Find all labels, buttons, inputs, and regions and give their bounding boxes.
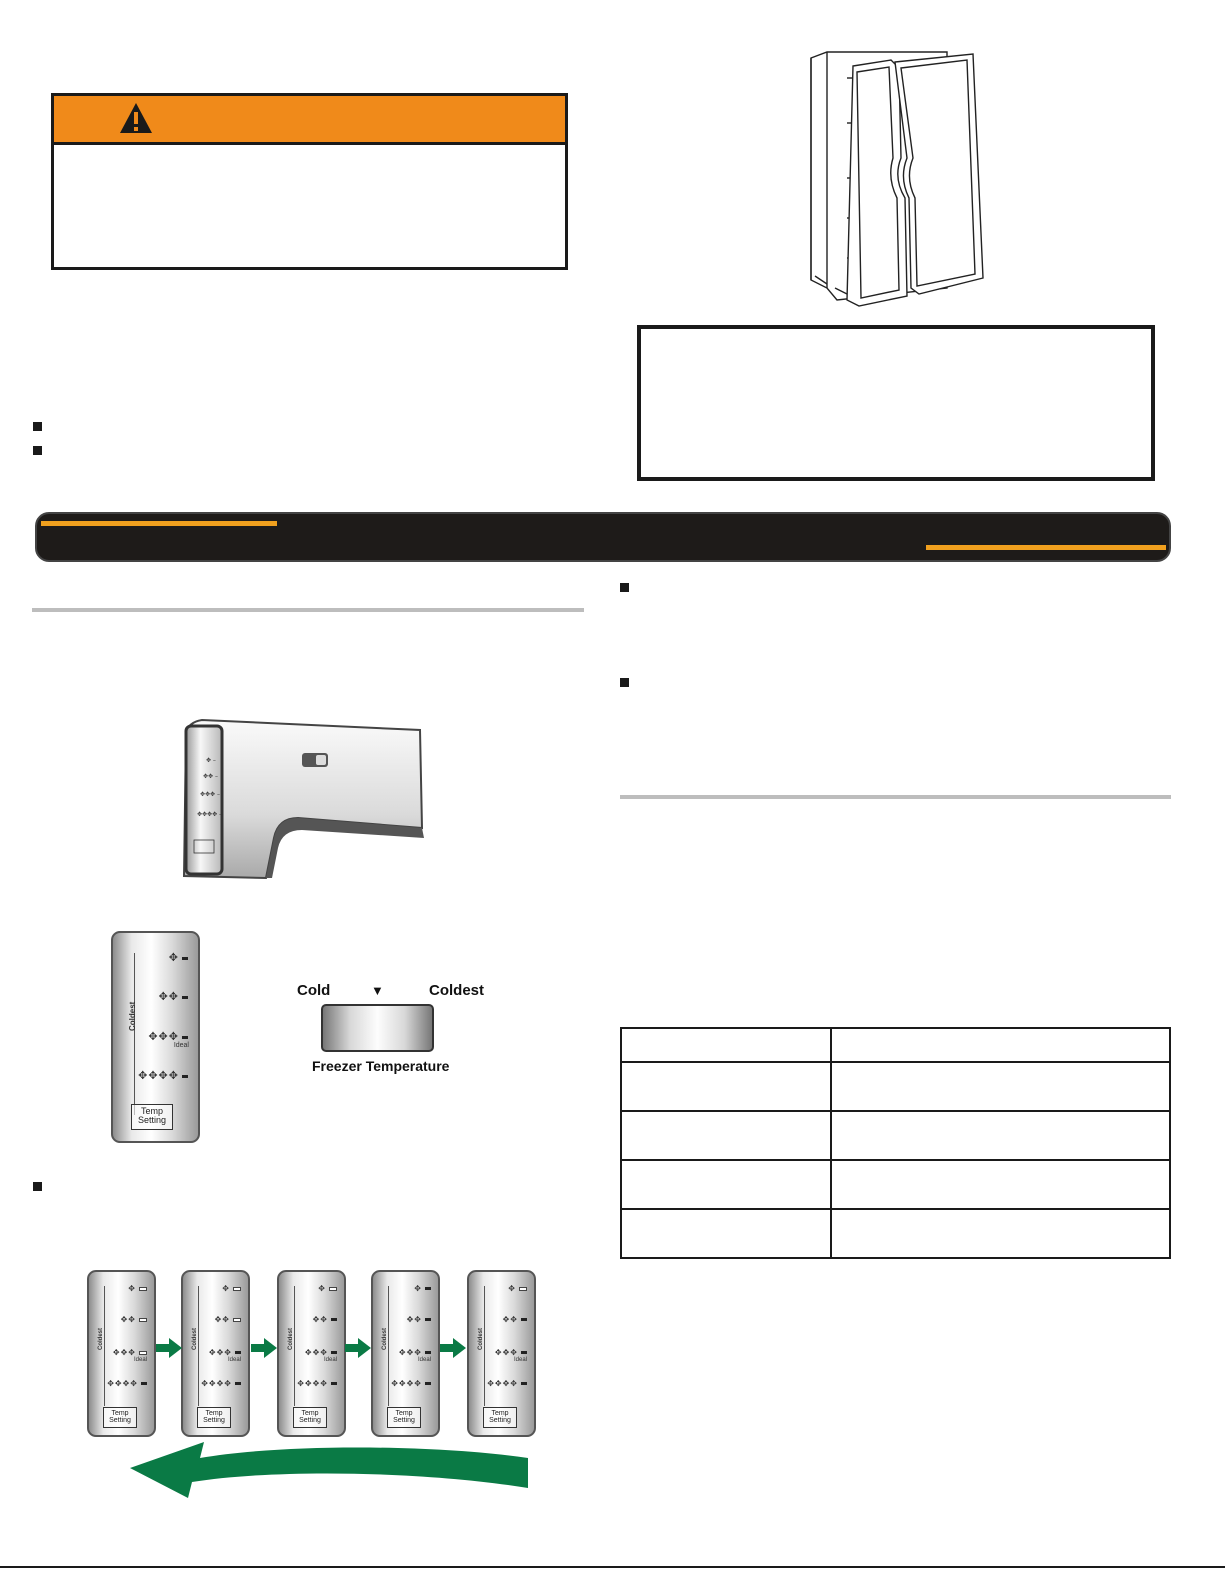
- level-1-indicator: ✥: [318, 1284, 337, 1293]
- level-led: [521, 1318, 527, 1321]
- level-3-indicator: ✥✥✥: [399, 1348, 431, 1357]
- warning-header: [54, 96, 565, 145]
- sequence-arrow-icon: [156, 1338, 182, 1358]
- table-cell: [621, 1062, 831, 1111]
- level-bracket: [294, 1286, 295, 1406]
- coldest-side-label: Coldest: [192, 1327, 198, 1350]
- table-cell: [831, 1160, 1170, 1209]
- level-bracket: [388, 1286, 389, 1406]
- bullet-marker: [33, 446, 42, 455]
- level-led: [425, 1318, 431, 1321]
- section-divider: [32, 608, 584, 612]
- level-led: [329, 1287, 337, 1291]
- refrigerator-illustration: [807, 48, 987, 310]
- level-2-indicator: ✥✥: [313, 1315, 337, 1324]
- level-4-indicator: ✥✥✥✥: [201, 1379, 241, 1388]
- level-led: [139, 1318, 147, 1322]
- level-led: [425, 1351, 431, 1354]
- bullet-marker: [620, 678, 629, 687]
- level-4-indicator: ✥✥✥✥: [138, 1069, 188, 1082]
- ideal-label: Ideal: [173, 1042, 189, 1049]
- ideal-label: Ideal: [133, 1357, 147, 1363]
- table-row: [621, 1209, 1170, 1258]
- control-panel-housing-illustration: [178, 718, 424, 881]
- ideal-label: Ideal: [227, 1357, 241, 1363]
- sequence-arrow-icon: [440, 1338, 466, 1358]
- table-row: [621, 1111, 1170, 1160]
- sequence-panel: [181, 1270, 250, 1437]
- sequence-panel: [371, 1270, 440, 1437]
- svg-text:✥✥ –: ✥✥ –: [203, 773, 218, 780]
- table-row: [621, 1062, 1170, 1111]
- page-bottom-rule: [0, 1566, 1225, 1568]
- table-header-row: [621, 1028, 1170, 1062]
- level-3-indicator: ✥✥✥: [305, 1348, 337, 1357]
- level-2-indicator: ✥✥: [121, 1315, 147, 1324]
- level-3-indicator: ✥✥✥: [113, 1348, 147, 1357]
- coldest-side-label: Coldest: [478, 1327, 484, 1350]
- freezer-temperature-slider[interactable]: [321, 1004, 434, 1052]
- table-cell: [831, 1062, 1170, 1111]
- temp-setting-button[interactable]: Temp Setting: [387, 1407, 421, 1428]
- table-cell: [831, 1111, 1170, 1160]
- ideal-label: Ideal: [513, 1357, 527, 1363]
- warning-box: [51, 93, 568, 270]
- cycle-back-arrow-icon: [130, 1438, 532, 1502]
- bullet-marker: [33, 1182, 42, 1191]
- table-cell: [831, 1028, 1170, 1062]
- coldest-side-label: Coldest: [128, 1001, 137, 1031]
- level-led: [233, 1287, 241, 1291]
- temp-setting-button[interactable]: Temp Setting: [131, 1104, 173, 1130]
- level-2-indicator: ✥✥: [407, 1315, 431, 1324]
- level-4-indicator: ✥✥✥✥: [391, 1379, 431, 1388]
- sequence-panel: [467, 1270, 536, 1437]
- level-bracket: [198, 1286, 199, 1406]
- temp-setting-button[interactable]: Temp Setting: [483, 1407, 517, 1428]
- level-led: [139, 1287, 147, 1291]
- level-led: [139, 1351, 147, 1355]
- bullet-marker: [33, 422, 42, 431]
- svg-text:✥ –: ✥ –: [206, 757, 216, 764]
- level-led: [141, 1382, 147, 1385]
- coldest-side-label: Coldest: [98, 1327, 104, 1350]
- level-4-indicator: ✥✥✥✥: [487, 1379, 527, 1388]
- svg-text:✥✥✥✥ –: ✥✥✥✥ –: [197, 811, 223, 818]
- level-led: [331, 1382, 337, 1385]
- settings-table: [620, 1027, 1171, 1259]
- freezer-coldest-label: Coldest: [429, 982, 485, 999]
- ideal-label: Ideal: [417, 1357, 431, 1363]
- section-divider: [620, 795, 1171, 799]
- level-bracket: [484, 1286, 485, 1406]
- sequence-arrow-icon: [345, 1338, 371, 1358]
- level-led: [235, 1351, 241, 1354]
- level-4-indicator: ✥✥✥✥: [107, 1379, 147, 1388]
- level-3-indicator: ✥✥✥: [209, 1348, 241, 1357]
- level-led: [519, 1287, 527, 1291]
- level-bracket: [134, 953, 135, 1115]
- coldest-side-label: Coldest: [288, 1327, 294, 1350]
- table-cell: [621, 1028, 831, 1062]
- level-1-indicator: ✥: [508, 1284, 527, 1293]
- level-led: [425, 1382, 431, 1385]
- temp-setting-button[interactable]: Temp Setting: [293, 1407, 327, 1428]
- level-1-indicator: ✥: [414, 1284, 431, 1293]
- level-led: [331, 1318, 337, 1321]
- table-cell: [831, 1209, 1170, 1258]
- level-led: [331, 1351, 337, 1354]
- temp-setting-button[interactable]: Temp Setting: [197, 1407, 231, 1428]
- sequence-panel: [87, 1270, 156, 1437]
- level-led: [425, 1287, 431, 1290]
- ideal-label: Ideal: [323, 1357, 337, 1363]
- banner-stripe-right: [926, 545, 1166, 550]
- svg-text:✥✥✥ –: ✥✥✥ –: [200, 791, 220, 798]
- sequence-arrow-icon: [251, 1338, 277, 1358]
- level-1-indicator: ✥: [222, 1284, 241, 1293]
- table-cell: [621, 1209, 831, 1258]
- section-banner: [35, 512, 1171, 562]
- sequence-panel: [277, 1270, 346, 1437]
- level-bracket: [104, 1286, 105, 1406]
- freezer-cold-label: Cold: [297, 982, 331, 999]
- freezer-temperature-caption: Freezer Temperature: [312, 1058, 450, 1074]
- level-led: [233, 1318, 241, 1322]
- freezer-setting-marker: ▼: [371, 983, 384, 998]
- notice-box: [637, 325, 1155, 481]
- table-row: [621, 1160, 1170, 1209]
- bullet-marker: [620, 583, 629, 592]
- level-led: [521, 1382, 527, 1385]
- level-1-indicator: ✥: [128, 1284, 147, 1293]
- temp-control-panel: [111, 931, 200, 1143]
- table-cell: [621, 1111, 831, 1160]
- table-cell: [621, 1160, 831, 1209]
- warning-triangle-icon: [119, 102, 153, 134]
- level-4-indicator: ✥✥✥✥: [297, 1379, 337, 1388]
- level-2-indicator: ✥✥: [503, 1315, 527, 1324]
- level-1-indicator: ✥: [169, 951, 188, 964]
- level-led: [521, 1351, 527, 1354]
- level-2-indicator: ✥✥: [215, 1315, 241, 1324]
- temp-setting-button[interactable]: Temp Setting: [103, 1407, 137, 1428]
- banner-stripe-left: [41, 521, 277, 526]
- coldest-side-label: Coldest: [382, 1327, 388, 1350]
- level-3-indicator: ✥✥✥: [495, 1348, 527, 1357]
- level-led: [235, 1382, 241, 1385]
- level-3-indicator: ✥✥✥: [148, 1030, 188, 1043]
- level-2-indicator: ✥✥: [159, 990, 188, 1003]
